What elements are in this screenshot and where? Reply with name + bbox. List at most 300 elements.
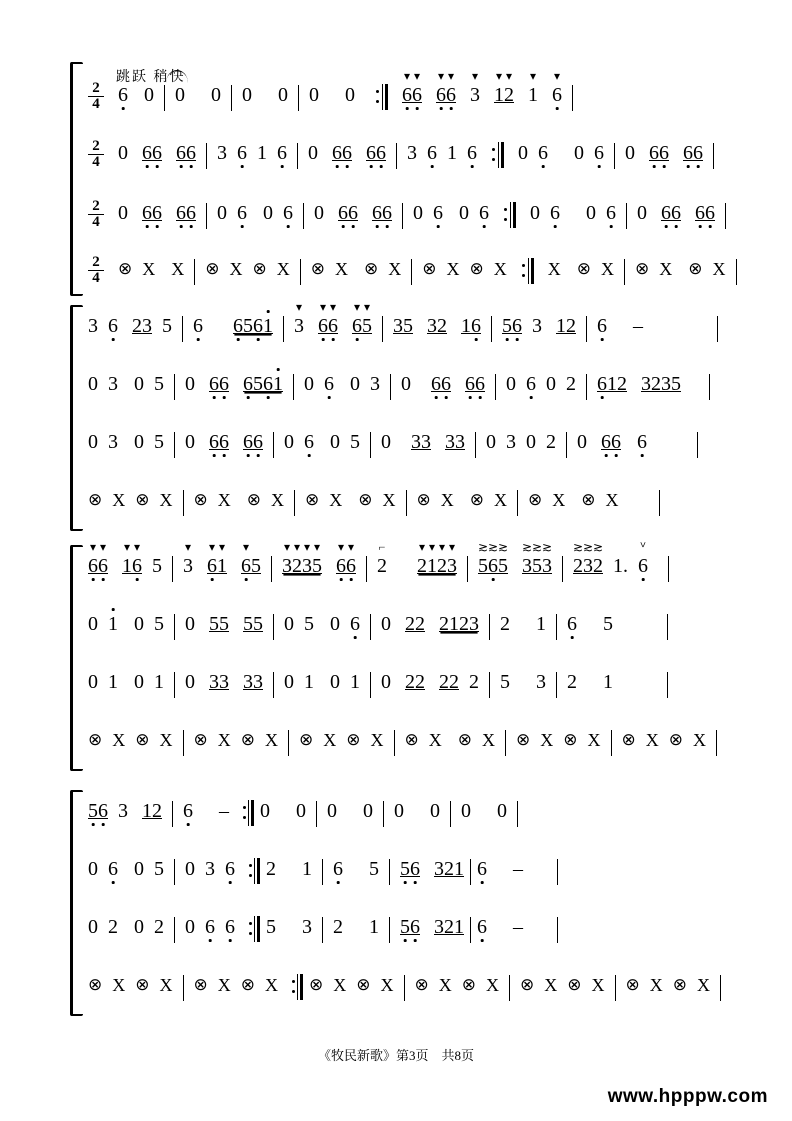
barline	[717, 316, 718, 342]
note: 2 ⌐	[377, 540, 387, 577]
note: 1 ▾	[427, 540, 437, 577]
beam-group	[88, 800, 108, 822]
note: 6	[283, 202, 293, 224]
barline	[556, 614, 557, 640]
note: 6	[594, 142, 604, 164]
barline	[517, 801, 518, 827]
beam-group	[243, 671, 263, 693]
percussion-note: X	[591, 975, 605, 995]
percussion-note: ⊗	[364, 259, 379, 278]
note: 6	[611, 431, 621, 453]
note: 6	[550, 202, 560, 224]
staff-line-harmony-2	[88, 198, 732, 258]
note: 2	[405, 613, 415, 635]
percussion-note: ⊗	[635, 259, 650, 278]
barline	[271, 556, 272, 582]
beam-group	[243, 373, 283, 395]
beam-group	[572, 540, 604, 577]
barline	[489, 672, 490, 698]
beam-group	[434, 916, 464, 938]
percussion-note: X	[112, 490, 126, 510]
note: 3	[434, 916, 444, 938]
percussion-note: X	[265, 975, 278, 995]
note: 6	[98, 800, 108, 822]
beam-group	[445, 431, 465, 453]
beam-group	[411, 431, 431, 453]
barline	[517, 490, 518, 516]
barline	[557, 917, 558, 943]
note: 1	[449, 613, 459, 635]
percussion-note: X	[493, 259, 507, 279]
note: 6	[695, 202, 705, 224]
note: 3	[661, 373, 671, 395]
note: 2	[651, 373, 661, 395]
staff-line-percussion	[88, 729, 723, 785]
percussion-note: ⊗	[309, 975, 324, 994]
staff-line-harmony-2	[88, 916, 564, 972]
system-4	[70, 790, 730, 1015]
beam-group	[641, 373, 681, 395]
note: 6	[209, 431, 219, 453]
percussion-note: X	[329, 490, 343, 510]
note: 3	[243, 671, 253, 693]
note: 0	[175, 84, 185, 106]
note: 2	[333, 916, 343, 938]
note: 0	[185, 431, 195, 453]
percussion-note: X	[159, 730, 173, 750]
beam-group	[209, 613, 229, 635]
note: 6	[333, 858, 343, 880]
beam-group	[352, 300, 372, 337]
percussion-note: X	[159, 975, 173, 995]
note: 6	[233, 315, 243, 337]
staff-line-harmony-2	[88, 431, 704, 487]
note: 6	[219, 373, 229, 395]
note: 3	[302, 916, 312, 938]
barline	[615, 975, 616, 1001]
percussion-note: ⊗	[414, 975, 429, 994]
percussion-note: X	[494, 490, 507, 510]
note: 0	[526, 431, 536, 453]
percussion-note: X	[649, 975, 663, 995]
note: 6	[693, 142, 703, 164]
beam-group	[439, 613, 479, 635]
system-brace	[70, 305, 83, 531]
note: 0	[506, 373, 516, 395]
percussion-note: X	[159, 490, 173, 510]
note: 6 ≳	[488, 555, 498, 577]
note: 6 ▾	[352, 315, 362, 337]
beam-group	[477, 540, 509, 577]
note: 6 ▾	[98, 555, 108, 577]
note: 6	[237, 142, 247, 164]
percussion-note: ⊗	[346, 730, 361, 749]
percussion-note: X	[380, 975, 394, 995]
note: 6 ▾	[402, 84, 412, 106]
note: 2	[415, 613, 425, 635]
staff-line-melody	[88, 540, 675, 611]
beam-group	[209, 373, 229, 395]
note: 2	[546, 431, 556, 453]
percussion-note: X	[265, 730, 278, 750]
note: 6	[526, 373, 536, 395]
note: 5	[400, 858, 410, 880]
note: 2 ≳	[592, 540, 604, 577]
note: 5	[369, 858, 379, 880]
percussion-note: ⊗	[528, 490, 543, 509]
note: 3 ≳	[582, 540, 594, 577]
note: 3	[219, 671, 229, 693]
beam-group	[405, 671, 425, 693]
beam-group	[282, 540, 322, 577]
percussion-note: ⊗	[305, 490, 320, 509]
note: 3 ▾	[447, 540, 457, 577]
percussion-note: ⊗	[668, 730, 683, 749]
note: 0	[304, 373, 314, 395]
note: 6	[479, 202, 489, 224]
barline	[396, 143, 397, 169]
barline	[164, 85, 165, 111]
note: 0	[363, 800, 373, 822]
beam-group	[233, 315, 273, 337]
repeat-end	[249, 858, 262, 888]
beam-group	[431, 373, 451, 395]
note: 6	[372, 202, 382, 224]
barline	[322, 917, 323, 943]
note: 6	[277, 142, 287, 164]
beam-group	[372, 202, 392, 224]
note: 2	[444, 916, 454, 938]
note: 5 ▾	[312, 540, 322, 577]
note: 0	[144, 84, 154, 106]
note: 3	[142, 315, 152, 337]
barline	[659, 490, 660, 516]
staff-line-harmony-1	[88, 613, 674, 669]
note: 1	[304, 671, 314, 693]
barline	[411, 259, 412, 285]
note: 1	[350, 671, 360, 693]
percussion-note: ⊗	[581, 490, 596, 509]
note: 0	[530, 202, 540, 224]
note: 6	[342, 142, 352, 164]
note: 1	[263, 315, 273, 337]
note: 5	[243, 613, 253, 635]
note: 0	[88, 613, 98, 635]
note: 6	[350, 613, 360, 635]
note: 5	[500, 671, 510, 693]
note: 6	[243, 431, 253, 453]
barline	[182, 316, 183, 342]
note: 6	[108, 858, 118, 880]
note: 3	[393, 315, 403, 337]
note: 0	[401, 373, 411, 395]
percussion-note: ⊗	[240, 975, 255, 994]
beam-group	[142, 202, 162, 224]
note: 6	[477, 858, 487, 880]
beam-group	[209, 431, 229, 453]
note: 6	[471, 315, 481, 337]
barline	[389, 859, 390, 885]
note: 3	[118, 800, 128, 822]
percussion-note: ⊗	[118, 259, 133, 278]
note: 6	[118, 84, 128, 106]
note: 5 ≳	[531, 540, 543, 577]
note: 2 ▾	[504, 69, 514, 106]
percussion-note: X	[370, 730, 384, 750]
beam-group	[465, 373, 485, 395]
beam-group	[336, 540, 356, 577]
note: 5	[251, 555, 261, 577]
percussion-note: ⊗	[563, 730, 578, 749]
note: 1	[273, 373, 283, 395]
note: 5	[154, 858, 164, 880]
note: 6	[467, 142, 477, 164]
note: 0	[314, 202, 324, 224]
note: 0	[185, 373, 195, 395]
percussion-note: X	[428, 730, 442, 750]
percussion-note: ⊗	[358, 490, 373, 509]
note: 5	[350, 431, 360, 453]
note: 1	[454, 916, 464, 938]
note: 2	[437, 315, 447, 337]
note: 6	[606, 202, 616, 224]
note: 6	[382, 202, 392, 224]
barline	[172, 556, 173, 582]
percussion-note: X	[217, 490, 231, 510]
note: 0	[217, 202, 227, 224]
time-signature: $\frac{2}{4}$	[88, 255, 104, 285]
percussion-note: X	[601, 259, 614, 279]
note: 2	[266, 858, 276, 880]
beam-group	[88, 540, 108, 577]
barline	[713, 143, 714, 169]
beam-group	[649, 142, 669, 164]
beam-group	[402, 69, 422, 106]
note: 2	[439, 613, 449, 635]
barline	[322, 859, 323, 885]
note: 1	[447, 142, 457, 164]
note: 6 ⱽ	[638, 555, 648, 577]
repeat-start	[375, 84, 388, 114]
note: 6	[205, 916, 215, 938]
repeat-end	[243, 800, 256, 830]
barline	[370, 432, 371, 458]
note: 0	[486, 431, 496, 453]
barline	[297, 143, 298, 169]
note: 0	[88, 671, 98, 693]
barline	[390, 374, 391, 400]
barline	[509, 975, 510, 1001]
beam-group	[695, 202, 715, 224]
barline	[383, 801, 384, 827]
note: 6	[152, 202, 162, 224]
system-brace	[70, 62, 83, 296]
note: 6	[683, 142, 693, 164]
note: 0	[134, 671, 144, 693]
note: 0	[394, 800, 404, 822]
note: 5 ≳	[497, 540, 509, 577]
percussion-note: ⊗	[310, 259, 325, 278]
note: 2 ▾	[417, 540, 427, 577]
note: 6	[152, 142, 162, 164]
note: 0	[134, 373, 144, 395]
note: 0	[185, 916, 195, 938]
beam-group	[417, 540, 457, 577]
note: 0	[284, 431, 294, 453]
note: 0	[586, 202, 596, 224]
note: 6	[348, 202, 358, 224]
note: 0	[381, 613, 391, 635]
percussion-note: ⊗	[416, 490, 431, 509]
note: 5	[266, 916, 276, 938]
note: 3 ▾	[302, 540, 312, 577]
note: 3 ▾	[282, 540, 292, 577]
percussion-note: X	[217, 730, 231, 750]
note: 3 ▾	[470, 69, 480, 106]
note: 2	[415, 671, 425, 693]
note: 6	[705, 202, 715, 224]
note: 0	[185, 671, 195, 693]
percussion-note: ⊗	[469, 259, 484, 278]
note: 2	[566, 373, 576, 395]
note: 3	[641, 373, 651, 395]
note: 0	[284, 613, 294, 635]
note: 6	[441, 373, 451, 395]
note: 2	[444, 858, 454, 880]
percussion-note: ⊗	[193, 730, 208, 749]
note: 6	[465, 373, 475, 395]
percussion-note: ⊗	[404, 730, 419, 749]
note: 0	[134, 431, 144, 453]
note: 5	[154, 613, 164, 635]
percussion-note: ⊗	[457, 730, 472, 749]
percussion-note: X	[323, 730, 337, 750]
percussion-note: ⊗	[422, 259, 437, 278]
note: 6	[637, 431, 647, 453]
barline	[450, 801, 451, 827]
note: 0	[185, 858, 195, 880]
beam-group	[332, 142, 352, 164]
note: 6	[225, 858, 235, 880]
barline	[562, 556, 563, 582]
note: 6	[108, 315, 118, 337]
note: 0	[308, 142, 318, 164]
system-2	[70, 300, 730, 530]
beam-group	[318, 300, 338, 337]
barline	[174, 432, 175, 458]
note: 5	[253, 373, 263, 395]
note: 6	[176, 202, 186, 224]
note: 2	[469, 671, 479, 693]
percussion-note: X	[271, 490, 284, 510]
note: 6	[209, 373, 219, 395]
barline	[194, 259, 195, 285]
note: 6	[324, 373, 334, 395]
percussion-note: ⊗	[299, 730, 314, 749]
barline	[626, 203, 627, 229]
barline	[470, 917, 471, 943]
barline	[370, 672, 371, 698]
staff-line-percussion	[88, 489, 666, 545]
percussion-note: ⊗	[469, 490, 484, 509]
barline	[303, 203, 304, 229]
system-brace	[70, 790, 83, 1016]
note: 0	[461, 800, 471, 822]
note: 0	[260, 800, 270, 822]
beam-group	[683, 142, 703, 164]
barline	[389, 917, 390, 943]
barline	[720, 975, 721, 1001]
note: 6	[219, 431, 229, 453]
barline	[614, 143, 615, 169]
barline	[667, 672, 668, 698]
barline	[298, 85, 299, 111]
note: 6 ▾	[207, 555, 217, 577]
beam-group	[338, 202, 358, 224]
barline	[183, 975, 184, 1001]
percussion-note: X	[486, 975, 499, 995]
barline	[174, 917, 175, 943]
beam-group	[209, 671, 229, 693]
note: 6	[183, 800, 193, 822]
percussion-note: X	[446, 259, 460, 279]
note: 6	[225, 916, 235, 938]
note: 5	[219, 613, 229, 635]
note: 6	[475, 373, 485, 395]
barline	[611, 730, 612, 756]
note: 6	[263, 373, 273, 395]
note: 0	[637, 202, 647, 224]
note: 5 ▾	[362, 300, 372, 337]
note: 3	[411, 431, 421, 453]
barline	[586, 374, 587, 400]
note: 6 ▾	[436, 84, 446, 106]
note: 0	[134, 858, 144, 880]
note: 3 ≳	[541, 540, 553, 577]
note: –	[513, 858, 523, 880]
percussion-note: ⊗	[88, 730, 103, 749]
note: 6	[567, 613, 577, 635]
note: 2	[566, 315, 576, 337]
note: 6	[237, 202, 247, 224]
note: 1	[603, 671, 613, 693]
note: 6 ▾	[552, 84, 562, 106]
percussion-note: X	[605, 490, 619, 510]
note: 0	[88, 916, 98, 938]
note: –	[513, 916, 523, 938]
barline	[174, 672, 175, 698]
note: 5	[253, 613, 263, 635]
percussion-note: X	[217, 975, 231, 995]
note: 0	[345, 84, 355, 106]
barline	[174, 859, 175, 885]
note: 6	[601, 431, 611, 453]
system-brace	[70, 545, 83, 771]
note: 1	[369, 916, 379, 938]
beam-group	[661, 202, 681, 224]
beam-group	[241, 540, 261, 577]
note: 2	[439, 671, 449, 693]
percussion-note: X	[112, 975, 126, 995]
percussion-note: ⊗	[567, 975, 582, 994]
beam-group	[400, 858, 420, 880]
barline	[370, 614, 371, 640]
note: 2 ▾	[292, 540, 302, 577]
percussion-note: ⊗	[193, 975, 208, 994]
beam-group	[436, 69, 456, 106]
staff-line-melody	[88, 300, 724, 371]
percussion-note: ⊗	[135, 490, 150, 509]
